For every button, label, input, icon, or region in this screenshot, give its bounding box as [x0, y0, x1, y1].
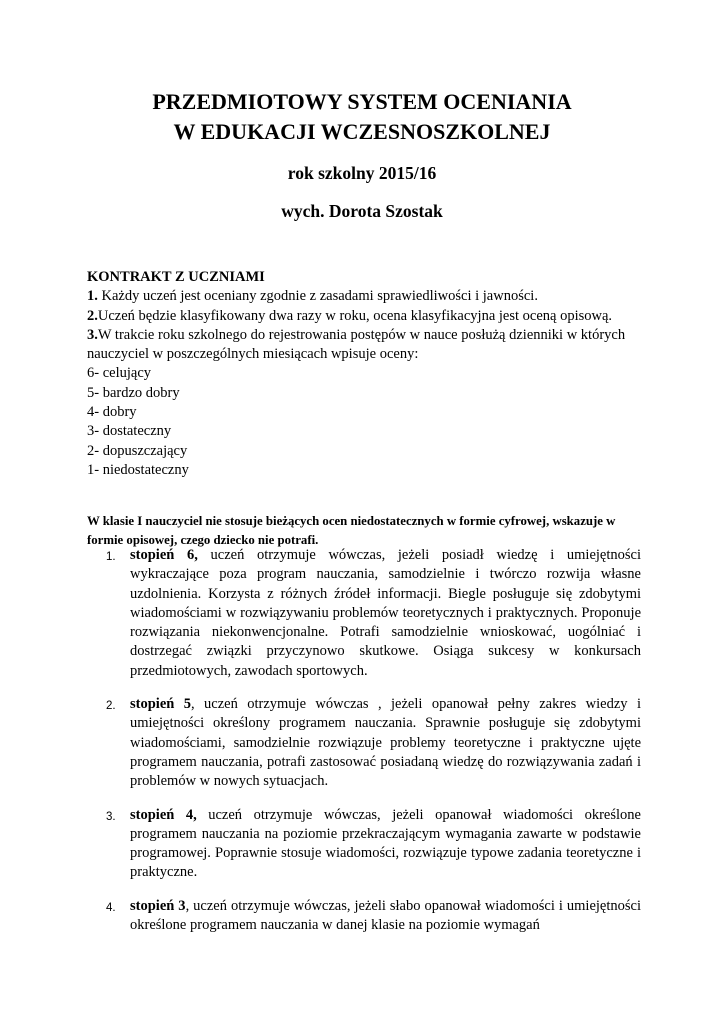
class-one-notice: W klasie I nauczyciel nie stosuje bieżących ocen niedostatecznych w formie cyfrowej, wskazuje w formie opisowej, czego dziecko nie potrafi. — [87, 513, 616, 547]
document-title-line2: W EDUKACJI WCZESNOSZKOLNEJ — [173, 119, 551, 144]
grade-scale-item: 6- celujący — [87, 365, 152, 382]
contract-point-text: W trakcie roku szkolnego do rejestrowania postępów w nauce posłużą dzienniki w których nauczyciel w poszczególnych miesiącach wpisuje oceny: — [87, 326, 626, 363]
grade-level-description: uczeń otrzymuje wówczas, jeżeli opanował wiadomości określone programem nauczania na poziomie przekraczającym wymagania zawarte w podstawie programowej. Poprawnie stosuje wiadomości, rozwiązuje typowe zadania teoretyczne i praktyczne. — [130, 806, 641, 881]
grade-scale-list — [87, 364, 647, 480]
grade-scale-item: 1- niedostateczny — [87, 461, 189, 478]
grade-scale-item: 3- dostateczny — [87, 423, 172, 440]
grade-level-list — [106, 546, 641, 949]
contract-point-number: 3. — [87, 326, 98, 343]
grade-level-label: stopień 3 — [130, 897, 186, 914]
grade-level-description: , uczeń otrzymuje wówczas , jeżeli opanował pełny zakres wiedzy i umiejętności określony programem nauczania. Sprawnie posługuje się zdobytymi wiadomościami, samodzielnie rozwiązuje problemy teoretyczne i praktyczne ujęte programem nauczania, potrafi zastosować posiadaną wiedzę do rozwiązywania zadań i problemów w nowych sytuacjach. — [130, 696, 641, 790]
grade-level-description: , uczeń otrzymuje wówczas, jeżeli słabo opanował wiadomości i umiejętności określone programem nauczania w danej klasie na poziomie wymagań — [130, 897, 641, 934]
contract-heading: KONTRAKT Z UCZNIAMI — [87, 269, 265, 285]
grade-level-label: stopień 5 — [130, 696, 191, 713]
grade-level-item — [106, 546, 641, 681]
school-year: rok szkolny 2015/16 — [287, 163, 437, 183]
grade-scale-item: 2- dopuszczający — [87, 442, 188, 459]
contract-point-text: Uczeń będzie klasyfikowany dwa razy w roku, ocena klasyfikacyjna jest oceną opisową. — [97, 307, 613, 324]
contract-point — [87, 307, 647, 326]
grade-level-number: 2. — [106, 700, 116, 713]
grade-level-item — [106, 897, 641, 936]
grade-level-item — [106, 695, 641, 791]
document-title-line1: PRZEDMIOTOWY SYSTEM OCENIANIA — [152, 89, 572, 114]
teacher-name: wych. Dorota Szostak — [281, 201, 443, 221]
grade-level-number: 3. — [106, 810, 116, 823]
contract-section — [87, 268, 647, 480]
grade-scale-item: 5- bardzo dobry — [87, 384, 180, 401]
contract-point-number: 1. — [87, 288, 98, 305]
contract-point — [87, 326, 647, 365]
grade-level-label: stopień 6, — [130, 547, 198, 563]
grade-scale-item: 4- dobry — [87, 404, 137, 421]
grade-level-number: 4. — [106, 901, 116, 914]
contract-point-text: Każdy uczeń jest oceniany zgodnie z zasadami sprawiedliwości i jawności. — [97, 288, 538, 305]
grade-level-number: 1. — [106, 551, 116, 563]
contract-point-number: 2. — [87, 307, 98, 324]
grade-level-label: stopień 4, — [130, 806, 197, 823]
grade-level-description: uczeń otrzymuje wówczas, jeżeli posiadł wiedzę i umiejętności wykraczające poza program nauczania, samodzielnie i twórczo rozwija własne uzdolnienia. Korzysta z różnych źródeł informacji. Biegle posługuje się zdobytymi wiadomościami w rozwiązywaniu problemów teoretycznych i praktycznych. Proponuje rozwiązania niekonwencjonalne. Potrafi samodzielnie wnioskować, uogólniać i dostrzegać związki przyczynowo skutkowe. Osiąga sukcesy w konkursach przedmiotowych, zawodach sportowych. — [130, 547, 641, 679]
contract-point — [87, 287, 647, 306]
grade-level-item — [106, 806, 641, 883]
